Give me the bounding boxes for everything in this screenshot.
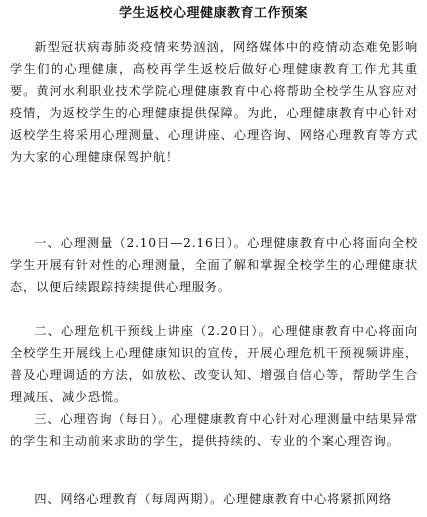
intro-paragraph: 新型冠状病毒肺炎疫情来势汹汹，网络媒体中的疫情动态难免影响学生们的心理健康，高校再学生返校后做好心理健康教育工作尤其重要。黄河水利职业技术学院心理健康教育中心将帮助全校学生从容应对疫情，为返校学生的心理健康提供保障。为此，心理健康教育中心针对返校学生将采用心理测量、心理讲座、心理咨询、网络心理教育等方式为大家的心理健康保驾护航！ — [10, 40, 418, 164]
document-title: 学生返校心理健康教育工作预案 — [118, 6, 308, 21]
section-counseling: 三、心理咨询（每日）。心理健康教育中心针对心理测量中结果异常的学生和主动前来求助的学生，提供持续的、专业的个案心理咨询。 — [10, 412, 418, 448]
section-online-education: 四、网络心理教育（每周两期）。心理健康教育中心将紧抓网络 — [34, 492, 392, 506]
section-crisis-lecture: 二、心理危机干预线上讲座（2.20日）。心理健康教育中心将面向全校学生开展线上心理健康知识的宣传，开展心理危机干预视频讲座，普及心理调适的方法，如放松、改变认知、增强自信心等，帮助学生合理减压、减少恐慌。 — [10, 324, 418, 404]
section-psych-testing: 一、心理测量（2.10日—2.16日）。心理健康教育中心将面向全校学生开展有针对性的心理测量，全面了解和掌握全校学生的心理健康状态，以便后续跟踪持续提供心理服务。 — [10, 236, 418, 294]
